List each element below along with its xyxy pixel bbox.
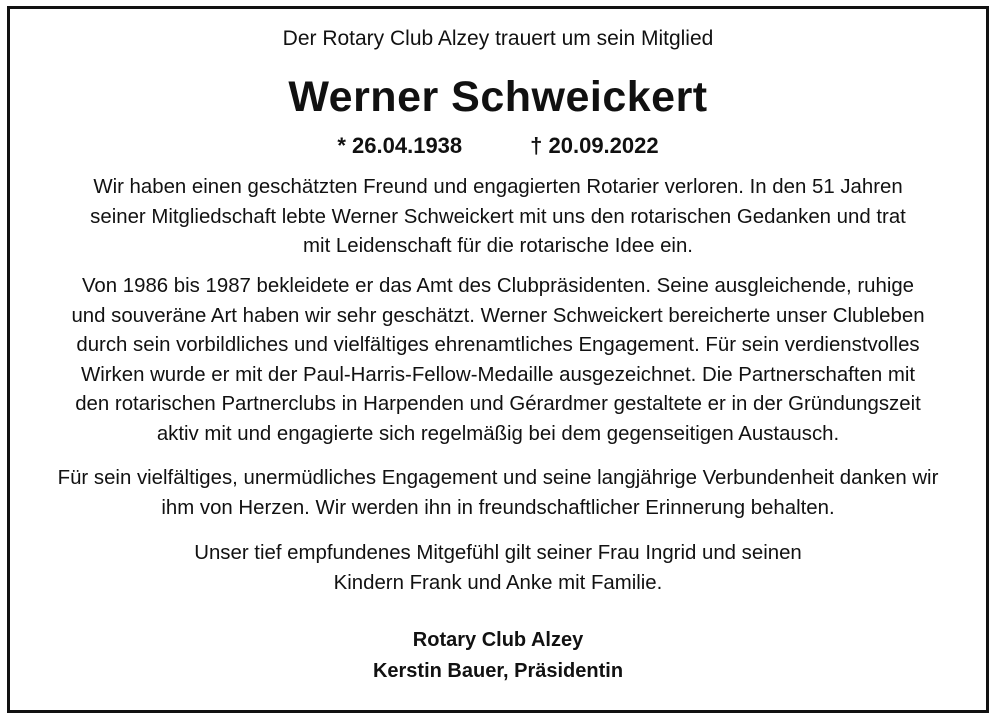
text-line: seiner Mitgliedschaft lebte Werner Schweickert mit uns den rotarischen Gedanken und trat [90, 205, 906, 228]
text-line: Wirken wurde er mit der Paul-Harris-Fellow-Medaille ausgezeichnet. Die Partnerschaften mit [80, 363, 916, 386]
text-line: Von 1986 bis 1987 bekleidete er das Amt des Clubpräsidenten. Seine ausgleichende, ruhige [81, 275, 915, 297]
paragraph-tribute [24, 173, 972, 262]
text-line: ihm von Herzen. Wir werden ihn in freundschaftlicher Erinnerung behalten. [161, 496, 835, 519]
paragraph-thanks [24, 464, 972, 523]
signature-organization: Rotary Club Alzey [412, 629, 584, 651]
text-line: den rotarischen Partnerclubs in Harpenden und Gérardmer gestaltete er in der Gründungszeit [75, 393, 921, 415]
signature-person: Kerstin Bauer, Präsidentin [372, 660, 624, 682]
life-dates [10, 133, 986, 159]
text-line: mit Leidenschaft für die rotarische Idee ein. [303, 235, 693, 257]
text-line: Kindern Frank und Anke mit Familie. [333, 571, 663, 594]
text-line: Wir haben einen geschätzten Freund und engagierten Rotarier verloren. In den 51 Jahren [93, 176, 903, 198]
text-line: aktiv mit und engagierte sich regelmäßig bei dem gegenseitigen Austausch. [156, 422, 840, 445]
text-line: und souveräne Art haben wir sehr geschätzt. Werner Schweickert bereicherte unser Clubleben [71, 304, 925, 327]
birth-date: * 26.04.1938 [337, 133, 463, 158]
text-line: Unser tief empfundenes Mitgefühl gilt seiner Frau Ingrid und seinen [194, 542, 802, 564]
text-line: durch sein vorbildliches und vielfältiges ehrenamtliches Engagement. Für sein verdienstvolles [76, 334, 920, 356]
death-date: † 20.09.2022 [530, 133, 659, 158]
paragraph-presidency [24, 272, 972, 449]
intro-line: Der Rotary Club Alzey trauert um sein Mitglied [282, 27, 714, 50]
obituary-notice [7, 6, 989, 713]
text-line: Für sein vielfältiges, unermüdliches Engagement und seine langjährige Verbundenheit danken wir [57, 467, 939, 489]
paragraph-condolence [24, 539, 972, 598]
deceased-name: Werner Schweickert [288, 73, 708, 121]
